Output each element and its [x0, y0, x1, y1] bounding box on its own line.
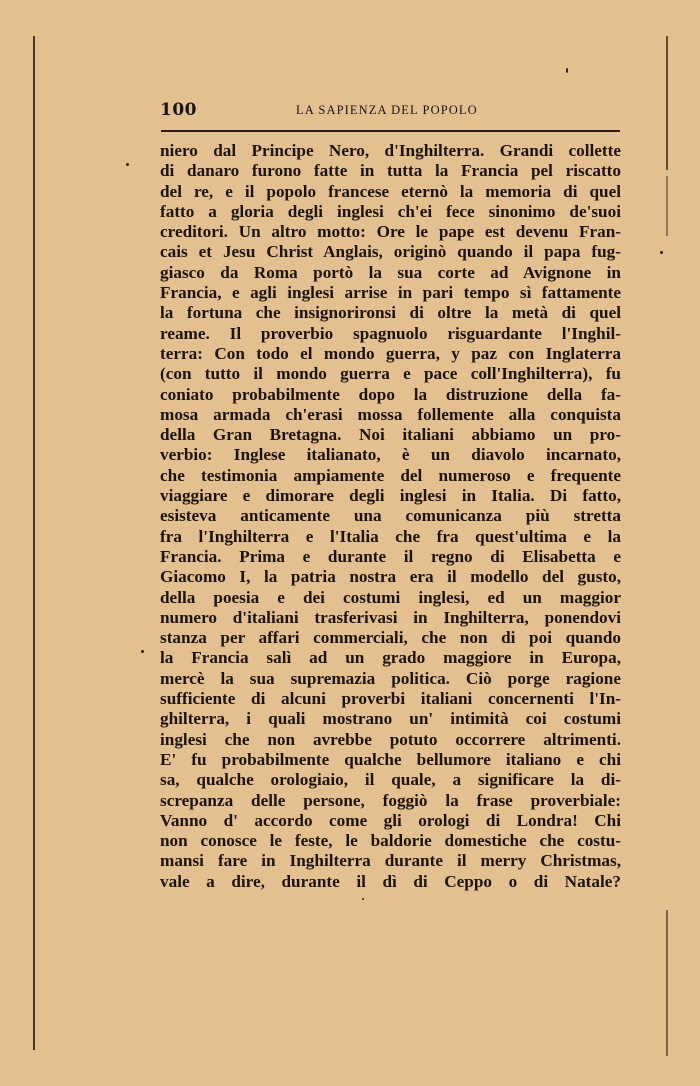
- text-line: mosa armada ch'erasi mossa follemente alla conquista: [160, 404, 621, 424]
- text-line: ghilterra, i quali mostrano un' intimità coi costumi: [160, 709, 621, 729]
- text-line: Giacomo I, la patria nostra era il modello del gusto,: [160, 567, 621, 587]
- text-line: giasco da Roma portò la sua corte ad Avignone in: [160, 262, 621, 282]
- speck: [141, 650, 144, 653]
- text-line: del re, e il popolo francese eternò la memoria di quel: [160, 181, 621, 201]
- text-line: non conosce le feste, le baldorie domestiche che costu-: [160, 831, 621, 851]
- text-line: Francia. Prima e durante il regno di Elisabetta e: [160, 546, 621, 566]
- right-margin-mark: [666, 176, 668, 236]
- text-line: la Francia salì ad un grado maggiore in Europa,: [160, 648, 621, 668]
- text-line: numero d'italiani trasferivasi in Inghilterra, ponendovi: [160, 607, 621, 627]
- text-line: inglesi che non avrebbe potuto occorrere altrimenti.: [160, 729, 621, 749]
- text-line: niero dal Principe Nero, d'Inghilterra. Grandi collette: [160, 141, 621, 160]
- text-line: di danaro furono fatte in tutta la Francia pel riscatto: [160, 161, 621, 181]
- text-line: Vanno d' accordo come gli orologi di Londra! Chi: [160, 810, 621, 830]
- text-line: screpanza delle persone, foggiò la frase proverbiale:: [160, 790, 621, 810]
- text-line: stanza per affari commerciali, che non di poi quando: [160, 628, 621, 648]
- text-line: verbio: Inglese italianato, è un diavolo incarnato,: [160, 445, 621, 465]
- text-line: della Gran Bretagna. Noi italiani abbiamo un pro-: [160, 425, 621, 445]
- text-line: reame. Il proverbio spagnuolo risguardante l'Inghil-: [160, 323, 621, 343]
- text-line: fatto a gloria degli inglesi ch'ei fece sinonimo de'suoi: [160, 201, 621, 221]
- header-rule: [161, 130, 620, 132]
- speck: [660, 251, 663, 254]
- right-margin-mark: [666, 36, 668, 170]
- text-line: sa, qualche orologiaio, il quale, a significare la di-: [160, 770, 621, 790]
- right-margin-mark: [666, 910, 668, 1056]
- text-line: Francia, e agli inglesi arrise in pari tempo sì fattamente: [160, 283, 621, 303]
- speck: [566, 68, 568, 73]
- running-title: LA SAPIENZA DEL POPOLO: [296, 103, 478, 117]
- text-line: coniato probabilmente dopo la distruzione della fa-: [160, 384, 621, 404]
- text-line: esisteva anticamente una comunicanza più stretta: [160, 506, 621, 526]
- text-line: terra: Con todo el mondo guerra, y paz con Inglaterra: [160, 343, 621, 363]
- text-line: che testimonia ampiamente del numeroso e frequente: [160, 465, 621, 485]
- text-line: fra l'Inghilterra e l'Italia che fra quest'ultima e la: [160, 526, 621, 546]
- text-line: cais et Jesu Christ Anglais, originò quando il papa fug-: [160, 242, 621, 262]
- text-line: la fortuna che insignorironsi di oltre la metà di quel: [160, 303, 621, 323]
- text-line: viaggiare e dimorare degli inglesi in Italia. Di fatto,: [160, 486, 621, 506]
- speck: [126, 163, 129, 166]
- text-line: vale a dire, durante il dì di Ceppo o di Natale?: [160, 871, 621, 891]
- text-line: della poesia e dei costumi inglesi, ed un maggior: [160, 587, 621, 607]
- body-text: [160, 141, 621, 892]
- page-number: 100: [160, 100, 197, 120]
- text-line: (con tutto il mondo guerra e pace coll'Inghilterra), fu: [160, 364, 621, 384]
- text-line: mercè la sua supremazia politica. Ciò porge ragione: [160, 668, 621, 688]
- text-line: mansi fare in Inghilterra durante il merry Christmas,: [160, 851, 621, 871]
- left-margin-mark: [33, 36, 35, 1050]
- speck: [362, 898, 364, 900]
- text-line: creditori. Un altro motto: Ore le pape est devenu Fran-: [160, 222, 621, 242]
- page-header: [160, 100, 621, 124]
- text-line: E' fu probabilmente qualche bellumore italiano e chi: [160, 749, 621, 769]
- text-line: sufficiente di alcuni proverbi italiani concernenti l'In-: [160, 689, 621, 709]
